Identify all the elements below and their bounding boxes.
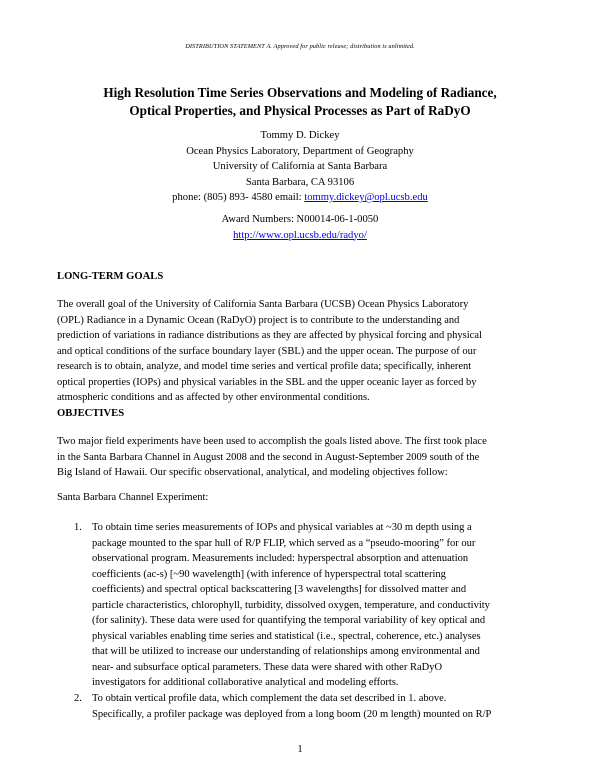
list-line: coefficients) and spectral optical backscattering [3 wavelengths] for dissolved matter and [92,584,467,595]
paragraph-line: prediction of variations in radiance distributions as they are affected by physical forcing and physical [57,330,482,341]
project-url-link[interactable]: http://www.opl.ucsb.edu/radyo/ [233,229,367,241]
list-line: To obtain vertical profile data, which complement the data set described in 1. above. [92,693,447,704]
list-line: observational program. Measurements included: hyperspectral absorption and attenuation [92,553,469,564]
experiment-label: Santa Barbara Channel Experiment: [57,492,209,503]
paragraph-line: Big Island of Hawaii. Our specific observational, analytical, and modeling objectives follow: [57,467,448,478]
paragraph-line: research is to obtain, analyze, and model time series and vertical profile data; specifically, inherent [57,361,472,372]
objectives-paragraph [57,434,547,481]
affiliation-line: Ocean Physics Laboratory, Department of Geography [186,145,414,157]
title-line: Optical Properties, and Physical Processes as Part of RaDyO [129,103,471,118]
paragraph-line: optical properties (IOPs) and physical variables in the SBL and the upper oceanic layer as forced by [57,376,477,388]
list-line: that will be utilized to increase our understanding of relationships among environmental and [92,646,480,657]
author-name: Tommy D. Dickey [260,130,340,141]
award-block [40,212,560,243]
objectives-heading: OBJECTIVES [57,408,125,419]
list-line: To obtain time series measurements of IOPs and physical variables at ~30 m depth using a [92,522,472,533]
list-line: particle characteristics, chlorophyll, turbidity, dissolved oxygen, temperature, and conductivity [92,599,490,611]
list-line: coefficients (ac-s) [~90 wavelength] (with inference of hyperspectral total scattering [92,568,446,580]
affiliation-line: Santa Barbara, CA 93106 [245,176,355,188]
paper-title [40,84,560,120]
email-link[interactable]: tommy.dickey@opl.ucsb.edu [304,192,428,203]
list-line: package mounted to the spar hull of R/P FLIP, which served as a “pseudo-mooring” for our [92,537,476,549]
title-line: High Resolution Time Series Observations and Modeling of Radiance, [103,85,497,100]
affiliation-line: University of California at Santa Barbara [212,161,388,172]
list-line: (for salinity). These data were used for quantifying the temporal variability of key optical and [92,615,486,626]
paragraph-line: Two major field experiments have been used to accomplish the goals listed above. The first took place [57,436,487,447]
paragraph-line: atmospheric conditions and as affected by other environmental conditions. [57,392,370,403]
list-line: physical variables enabling time series and statistical (i.e., spectral, coherence, etc.) analyses [92,630,481,642]
paragraph-line: The overall goal of the University of California Santa Barbara (UCSB) Ocean Physics Laboratory [57,299,469,310]
paragraph-line: (OPL) Radiance in a Dynamic Ocean (RaDyO) project is to contribute to the understanding and [57,314,460,326]
list-item-number: 1. [74,522,82,533]
award-numbers: Award Numbers: N00014-06-1-0050 [221,214,379,225]
contact-prefix: phone: (805) 893- 4580 email: [172,192,305,203]
list-line: Specifically, a profiler package was deployed from a long boom (20 m length) mounted on R/P [92,708,492,720]
contact-line [40,190,560,206]
list-item-number: 2. [74,693,82,704]
list-item-body [92,691,552,722]
author-block [40,128,560,206]
list-line: investigators for additional collaborative analytical and modeling efforts. [92,677,399,688]
list-item-body [92,520,552,691]
distribution-statement: DISTRIBUTION STATEMENT A. Approved for public release; distribution is unlimited. [185,43,415,50]
paragraph-line: in the Santa Barbara Channel in August 2008 and the second in August-September 2009 south of the [57,451,480,463]
goals-paragraph [57,297,547,406]
goals-heading: LONG-TERM GOALS [57,271,164,282]
page-number: 1 [297,744,303,755]
list-line: near- and subsurface optical parameters. These data were shared with other RaDyO [92,661,443,673]
paragraph-line: and optical conditions of the surface boundary layer (SBL) and the upper ocean. The purpose of our [57,345,477,357]
